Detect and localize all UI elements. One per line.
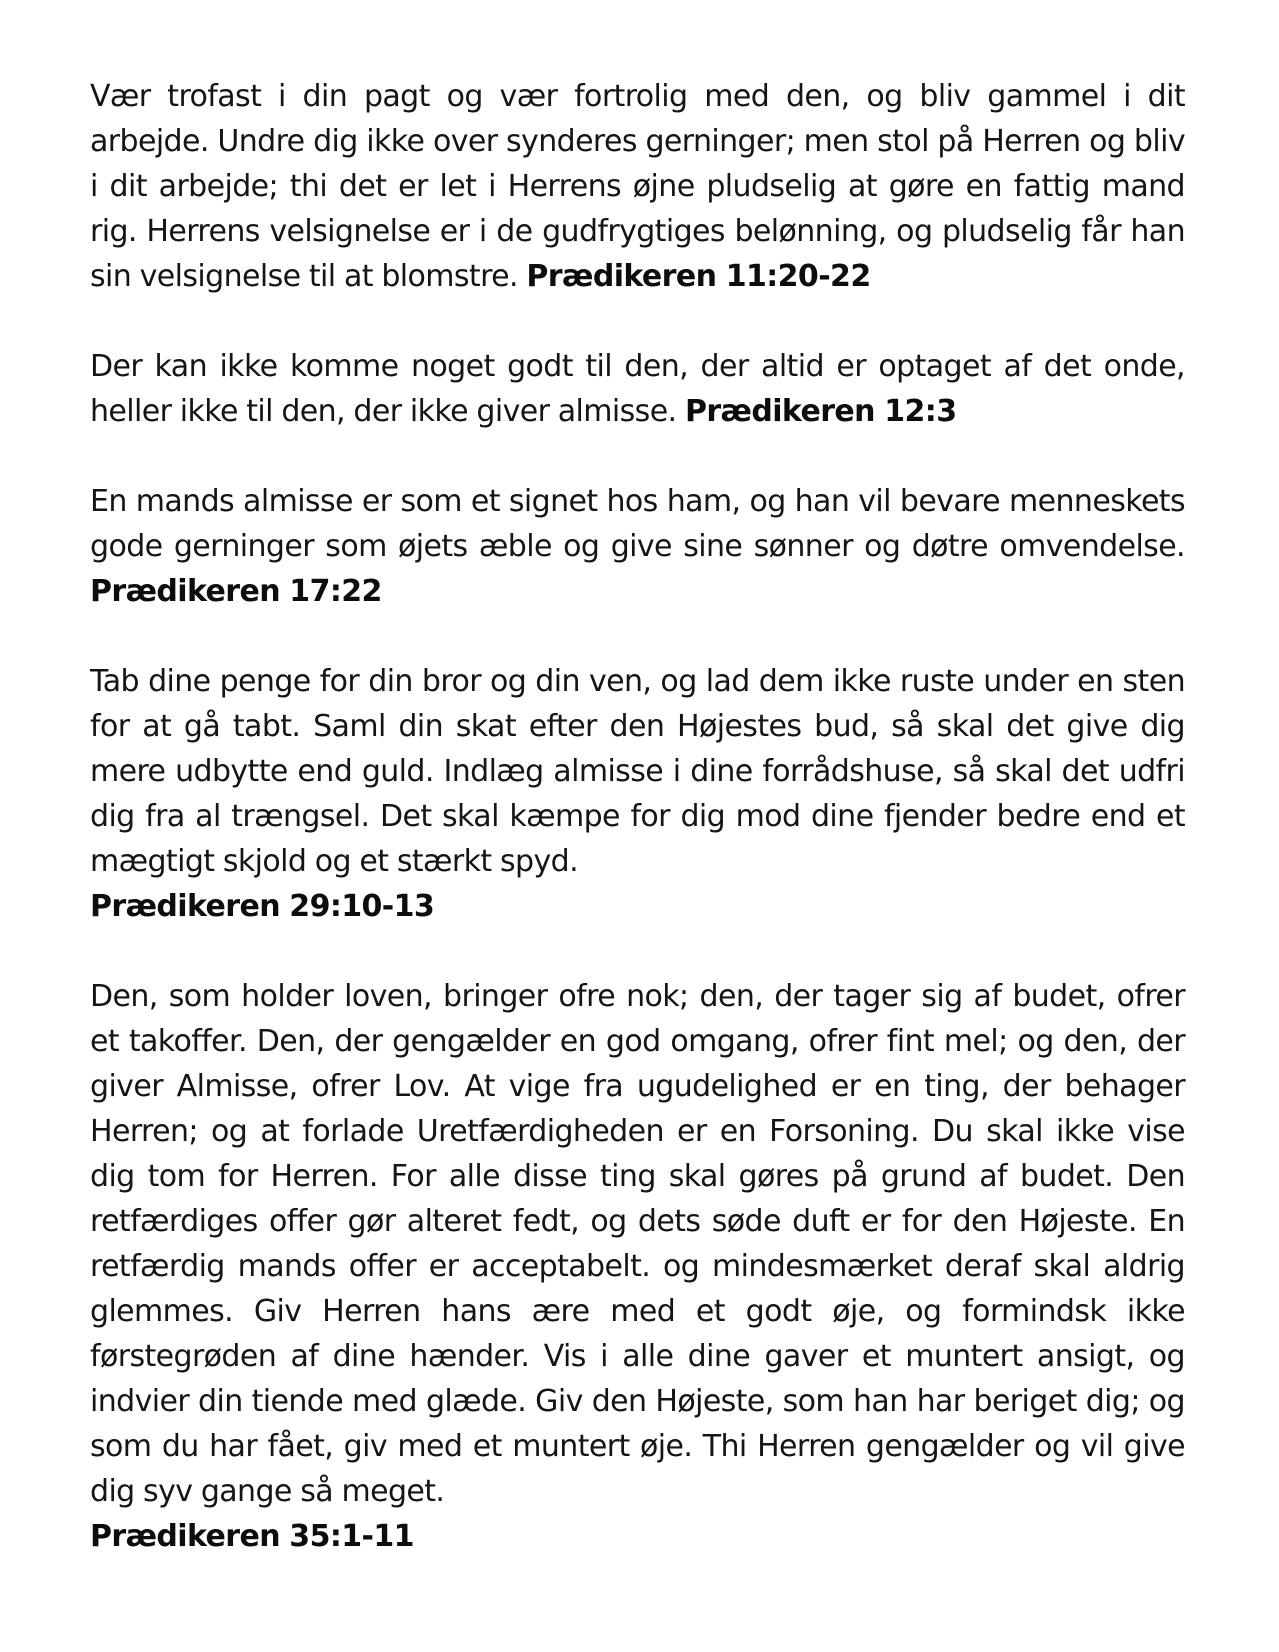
passage-text: Vær trofast i din pagt og vær fortrolig med den, og bliv gammel i dit arbejde. Undre dig ikke over synderes gerninger; men stol på Herren og bliv i dit arbejde; thi det er let i Herrens øjne pludselig at gøre en fattig mand rig. Herrens velsignelse er i de gudfrygtiges belønning, og pludselig får han sin velsignelse til at blomstre. bbox=[90, 79, 1185, 294]
scripture-reference: Prædikeren 12:3 bbox=[684, 394, 957, 429]
scripture-reference: Prædikeren 11:20-22 bbox=[526, 259, 871, 294]
passage-2 bbox=[90, 344, 1185, 434]
passage-text: Den, som holder loven, bringer ofre nok; den, der tager sig af budet, ofrer et takoffer. Den, der gengælder en god omgang, ofrer fint mel; og den, der giver Almisse, ofrer Lov. At vige fra ugudelighed er en ting, der behager Herren; og at forlade Uretfærdigheden er en Forsoning. Du skal ikke vise dig tom for Herren. For alle disse ting skal gøres på grund af budet. Den retfærdiges offer gør alteret fedt, og dets søde duft er for den Højeste. En retfærdig mands offer er acceptabelt. og mindesmærket deraf skal aldrig glemmes. Giv Herren hans ære med et godt øje, og formindsk ikke førstegrøden af dine hænder. Vis i alle dine gaver et muntert ansigt, og indvier din tiende med glæde. Giv den Højeste, som han har beriget dig; og som du har fået, giv med et muntert øje. Thi Herren gengælder og vil give dig syv gange så meget. bbox=[90, 979, 1185, 1509]
passage-5 bbox=[90, 974, 1185, 1559]
passage-text: Tab dine penge for din bror og din ven, og lad dem ikke ruste under en sten for at gå tabt. Saml din skat efter den Højestes bud, så skal det give dig mere udbytte end guld. Indlæg almisse i dine forrådshuse, så skal det udfri dig fra al trængsel. Det skal kæmpe for dig mod dine fjender bedre end et mægtigt skjold og et stærkt spyd. bbox=[90, 664, 1185, 879]
passage-text: Der kan ikke komme noget godt til den, der altid er optaget af det onde, heller ikke til den, der ikke giver almisse. bbox=[90, 349, 1185, 429]
scripture-reference: Prædikeren 35:1-11 bbox=[90, 1519, 414, 1554]
passage-3 bbox=[90, 479, 1185, 614]
scripture-reference: Prædikeren 17:22 bbox=[90, 574, 382, 609]
scripture-reference: Prædikeren 29:10-13 bbox=[90, 889, 435, 924]
passage-4 bbox=[90, 659, 1185, 929]
passage-text: En mands almisse er som et signet hos ham, og han vil bevare menneskets gode gerninger som øjets æble og give sine sønner og døtre omvendelse. bbox=[90, 484, 1185, 564]
document-page bbox=[90, 74, 1185, 1604]
passage-1 bbox=[90, 74, 1185, 299]
